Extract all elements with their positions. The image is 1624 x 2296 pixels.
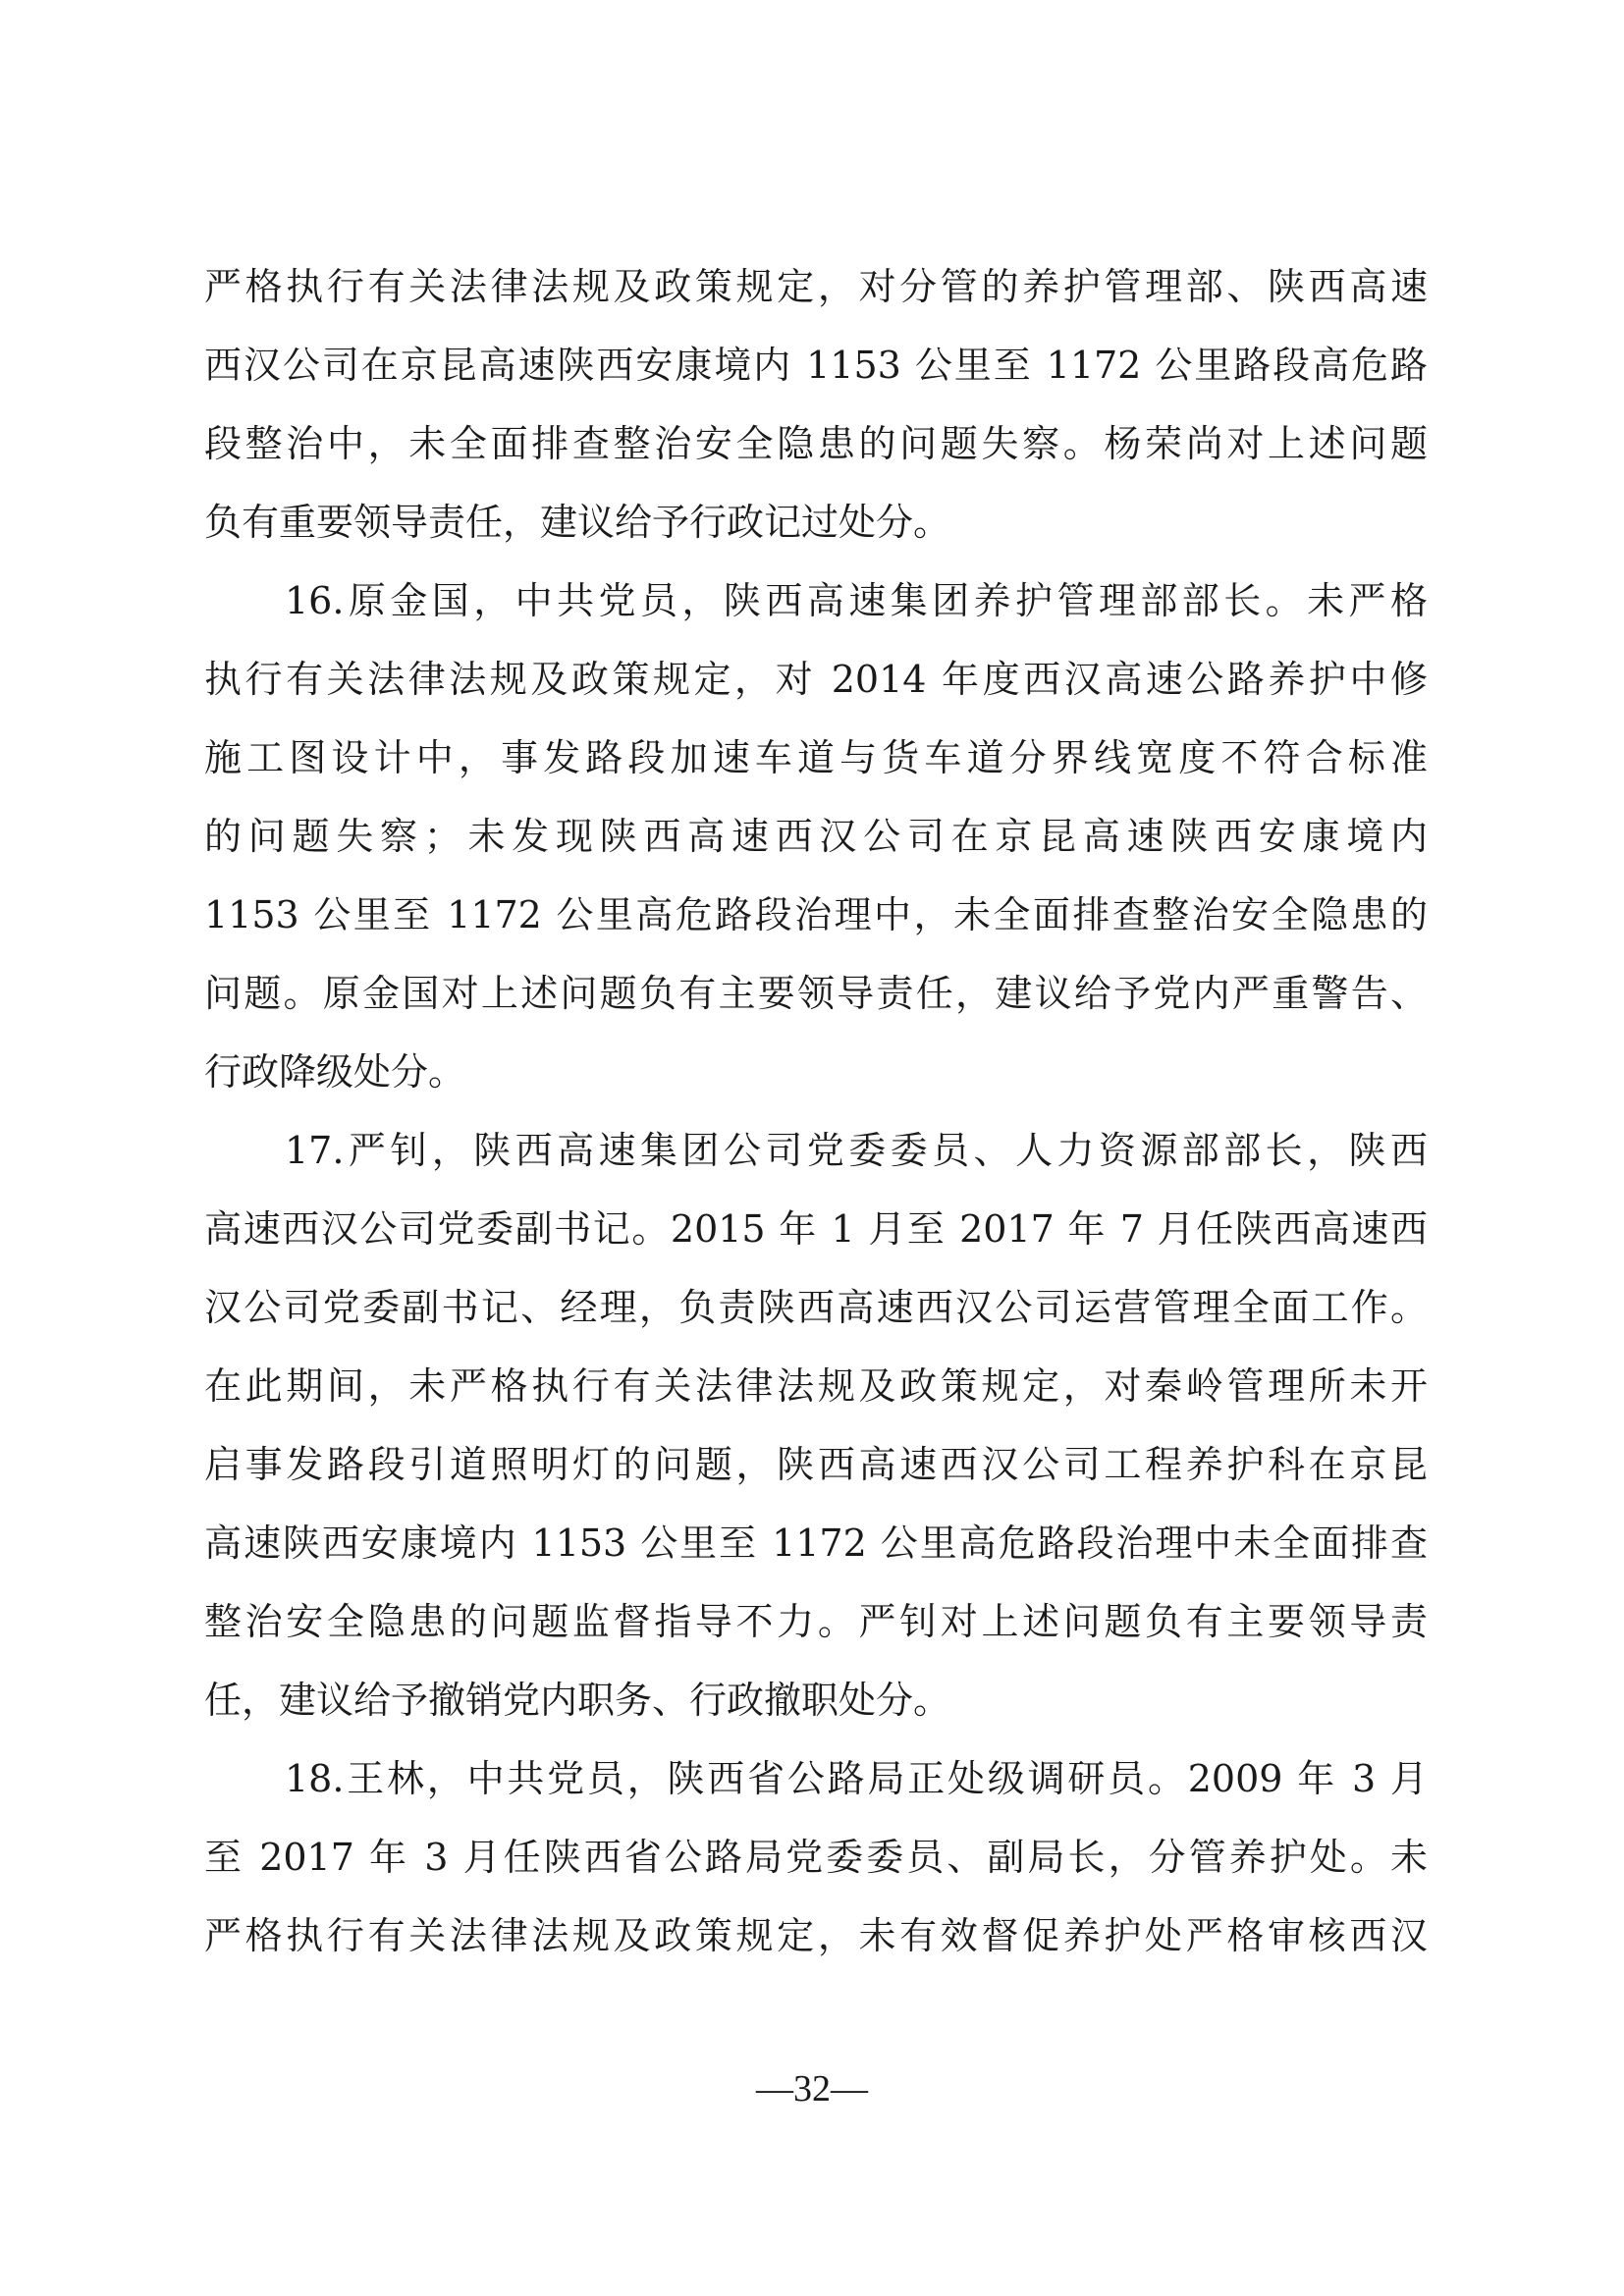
text-line: 严格执行有关法律法规及政策规定，未有效督促养护处严格审核西汉 [204,1914,1428,1957]
text-line: 段整治中，未全面排查整治安全隐患的问题失察。杨荣尚对上述问题 [204,422,1428,465]
paragraph-18-start: 18.王林，中共党员，陕西省公路局正处级调研员。2009 年 3 月 [285,1757,1428,1800]
text-line: 问题。原金国对上述问题负有主要领导责任，建议给予党内严重警告、 [204,972,1428,1015]
text-line: 负有重要领导责任，建议给予行政记过处分。 [204,501,951,544]
text-line: 的问题失察；未发现陕西高速西汉公司在京昆高速陕西安康境内 [204,815,1428,858]
text-line: 执行有关法律法规及政策规定，对 2014 年度西汉高速公路养护中修 [204,658,1428,701]
page-number: —32— [756,2068,868,2109]
text-line: 高速陕西安康境内 1153 公里至 1172 公里高危路段治理中未全面排查 [204,1522,1428,1565]
document-body [204,247,1428,1975]
text-line: 启事发路段引道照明灯的问题，陕西高速西汉公司工程养护科在京昆 [204,1443,1428,1486]
text-line: 严格执行有关法律法规及政策规定，对分管的养护管理部、陕西高速 [204,265,1428,308]
text-line: 行政降级处分。 [204,1050,466,1094]
paragraph-17-start: 17.严钊，陕西高速集团公司党委委员、人力资源部部长，陕西 [285,1129,1428,1172]
text-line: 整治安全隐患的问题监督指导不力。严钊对上述问题负有主要领导责 [204,1600,1428,1643]
text-line: 1153 公里至 1172 公里高危路段治理中，未全面排查整治安全隐患的 [204,893,1428,936]
paragraph-16-start: 16.原金国，中共党员，陕西高速集团养护管理部部长。未严格 [285,579,1428,622]
text-line: 高速西汉公司党委副书记。2015 年 1 月至 2017 年 7 月任陕西高速西 [204,1207,1428,1251]
text-line: 任，建议给予撤销党内职务、行政撤职处分。 [204,1679,951,1722]
text-line: 施工图设计中，事发路段加速车道与货车道分界线宽度不符合标准 [204,736,1428,779]
text-line: 至 2017 年 3 月任陕西省公路局党委委员、副局长，分管养护处。未 [204,1836,1428,1879]
text-line: 在此期间，未严格执行有关法律法规及政策规定，对秦岭管理所未开 [204,1364,1428,1408]
text-line: 汉公司党委副书记、经理，负责陕西高速西汉公司运营管理全面工作。 [204,1286,1428,1329]
text-line: 西汉公司在京昆高速陕西安康境内 1153 公里至 1172 公里路段高危路 [204,344,1428,387]
